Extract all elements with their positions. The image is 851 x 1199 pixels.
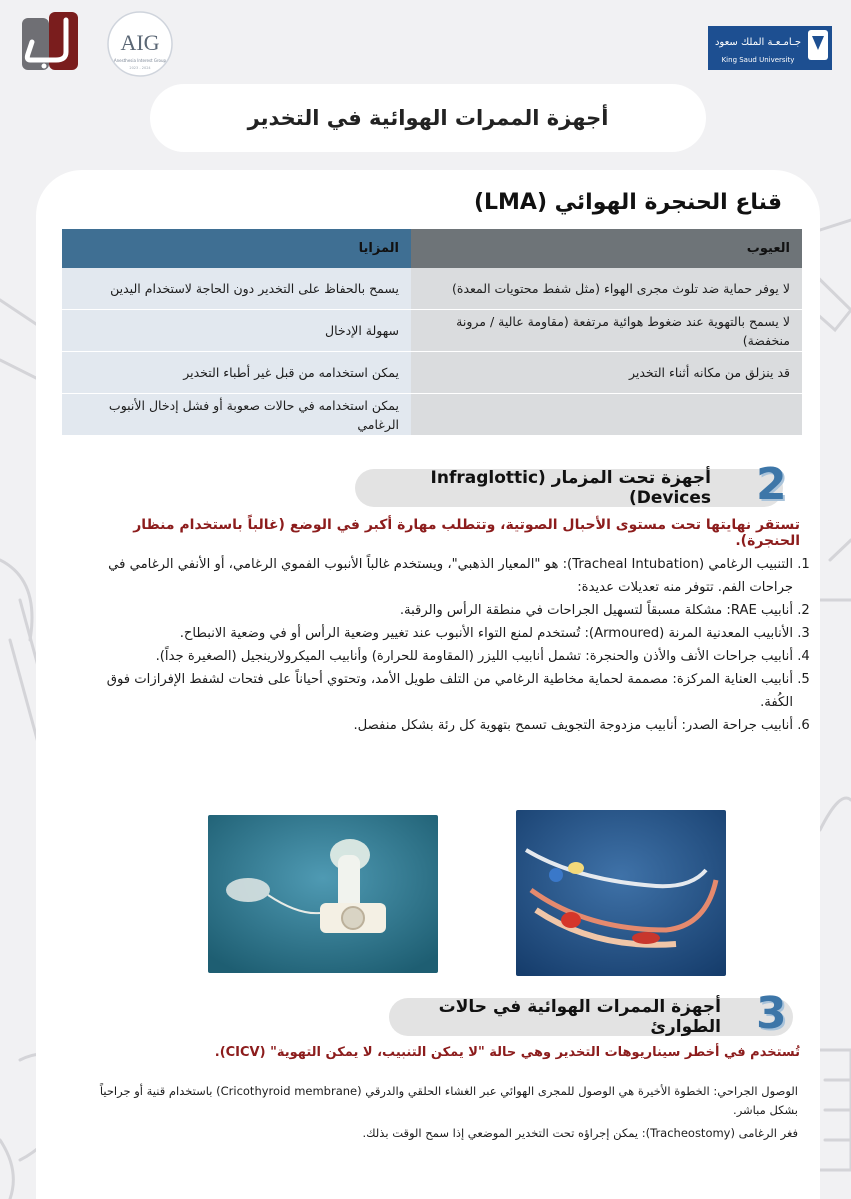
header-disadvantages: العيوب xyxy=(411,229,802,268)
list-item: 3. الأنابيب المعدنية المرنة (Armoured): تُستخدم لمنع التواء الأنبوب عند تغيير وضعية الرأس أو في وضعية الانبطاح. xyxy=(105,622,793,645)
endotracheal-tubes-photo xyxy=(516,810,726,976)
section-3-paragraph: فغر الرغامى (Tracheostomy): يمكن إجراؤه تحت التخدير الموضعي إذا سمح الوقت بذلك. xyxy=(362,1126,798,1140)
advantage-cell: يمكن استخدامه من قبل غير أطباء التخدير xyxy=(62,352,411,394)
tracheostomy-tube-photo xyxy=(208,815,438,973)
list-item: 2. أنابيب RAE: مشكلة مسبقاً لتسهيل الجراحات في منطقة الرأس والرقبة. xyxy=(105,599,793,622)
aig-logo-sub: Anesthesia Interest Group xyxy=(113,58,167,63)
advantage-cell: يسمح بالحفاظ على التخدير دون الحاجة لاستخدام اليدين xyxy=(62,268,411,310)
disadvantage-cell: قد ينزلق من مكانه أثناء التخدير xyxy=(411,352,802,394)
table-row xyxy=(62,394,802,436)
section-2-number: 2 xyxy=(756,459,787,510)
section-2-header xyxy=(355,469,783,507)
section-3-number: 3 xyxy=(756,988,787,1039)
list-item: 5. أنابيب العناية المركزة: مصممة لحماية مخاطية الرغامي من التلف طويل الأمد، وتحتوي أحياناً على فتحات لشفط الإفرازات فوق الكُفة. xyxy=(105,668,793,714)
page-title: أجهزة الممرات الهوائية في التخدير xyxy=(247,106,609,130)
advantage-cell: سهولة الإدخال xyxy=(62,310,411,352)
lma-table xyxy=(62,229,802,436)
lma-title: قناع الحنجرة الهوائي (LMA) xyxy=(473,190,782,215)
section-2-subtitle: تستقر نهايتها تحت مستوى الأحبال الصوتية، وتتطلب مهارة أكبر في الوضع (غالباً باستخدام منظار الحنجرة). xyxy=(133,517,800,549)
ksu-logo xyxy=(708,26,832,70)
ksu-arabic-name: جـامـعـة الملك سعود xyxy=(714,37,802,48)
page-title-pill xyxy=(150,84,706,152)
list-item: 1. التنبيب الرغامي (Tracheal Intubation): هو "المعيار الذهبي"، ويستخدم غالباً الأنبوب الفموي الرغامي، أو الأنفي الرغامي في جراحات الفم. تتوفر منه تعديلات عديدة: xyxy=(105,553,793,599)
table-row xyxy=(62,268,802,310)
section-3-header xyxy=(389,998,793,1036)
teeb-logo xyxy=(22,12,78,74)
section-2-list xyxy=(105,553,815,737)
aig-logo-text: AIG xyxy=(120,30,160,55)
list-item: 4. أنابيب جراحات الأنف والأذن والحنجرة: تشمل أنابيب الليزر (المقاومة للحرارة) وأنابيب الميكرولارينجيل (الصغيرة جداً). xyxy=(105,645,793,668)
disadvantage-cell xyxy=(411,394,802,436)
table-row xyxy=(62,310,802,352)
table-row xyxy=(62,352,802,394)
section-3-subtitle: تُستخدم في أخطر سيناريوهات التخدير وهي حالة "لا يمكن التنبيب، لا يمكن التهوية" (CICV). xyxy=(214,1045,800,1060)
header-advantages: المزايا xyxy=(62,229,411,268)
advantage-cell: يمكن استخدامه في حالات صعوبة أو فشل إدخال الأنبوب الرغامي xyxy=(62,394,411,436)
section-3-title: أجهزة الممرات الهوائية في حالات الطوارئ xyxy=(438,997,721,1037)
disadvantage-cell: لا يسمح بالتهوية عند ضغوط هوائية مرتفعة (مقاومة عالية / مرونة منخفضة) xyxy=(411,310,802,352)
section-2-title: أجهزة تحت المزمار (Infraglottic Devices) xyxy=(430,468,711,508)
list-item: 6. أنابيب جراحة الصدر: أنابيب مزدوجة التجويف تسمح بتهوية كل رئة بشكل منفصل. xyxy=(105,714,793,737)
aig-logo-years: 2023 - 2024 xyxy=(129,66,151,70)
section-3-paragraph: الوصول الجراحي: الخطوة الأخيرة هي الوصول للمجرى الهوائي عبر الغشاء الحلقي والدرقي (Cricothyroid membrane) باستخدام قنية أو جراحياً بشكل مباشر. xyxy=(99,1084,798,1117)
aig-logo xyxy=(106,10,174,78)
disadvantage-cell: لا يوفر حماية ضد تلوث مجرى الهواء (مثل شفط محتويات المعدة) xyxy=(411,268,802,310)
ksu-english-name: King Saud University xyxy=(721,56,795,64)
